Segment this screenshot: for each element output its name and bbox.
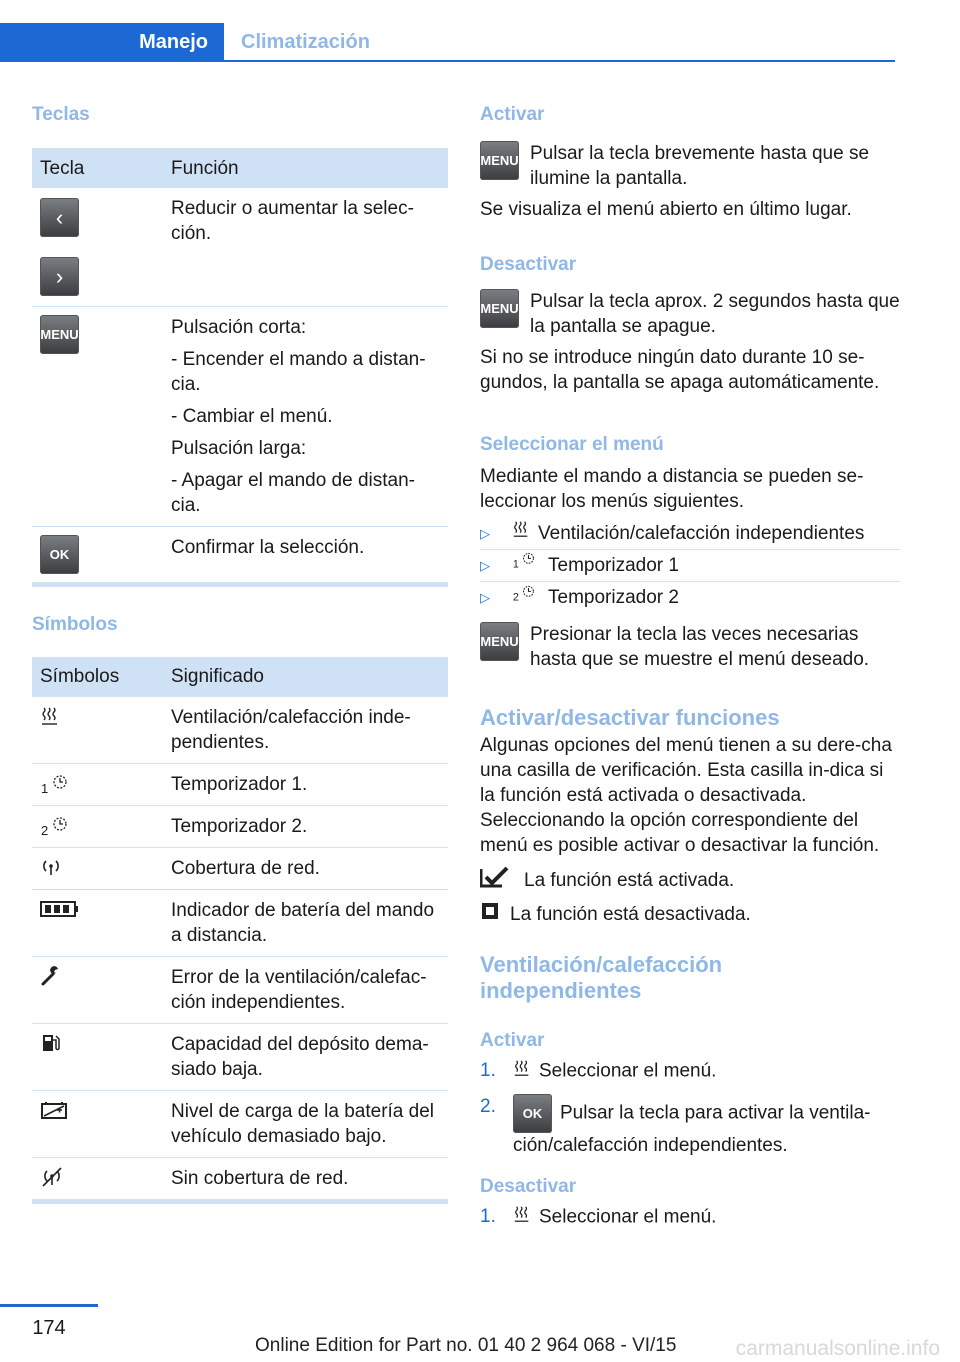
list-item bbox=[480, 1094, 900, 1158]
symbols-col-symbol: Símbolos bbox=[32, 657, 163, 697]
bullet-triangle-icon: ▷ bbox=[480, 526, 490, 541]
timer-2-number: 2 bbox=[41, 823, 49, 839]
symbol-meaning: Indicador de batería del mando a distancia. bbox=[163, 889, 448, 956]
unchecked-row bbox=[480, 901, 900, 928]
checkbox-unchecked-icon bbox=[480, 901, 500, 928]
menu-option-label: Temporizador 1 bbox=[548, 554, 679, 576]
symbol-meaning: Nivel de carga de la batería del vehículo demasiado bajo. bbox=[163, 1090, 448, 1157]
watermark: carmanualsonline.info bbox=[735, 1337, 940, 1360]
list-item bbox=[480, 1204, 900, 1231]
activar-note: Se visualiza el menú abierto en último lugar. bbox=[480, 199, 852, 220]
table-row bbox=[32, 697, 448, 764]
timer-1-icon bbox=[40, 772, 80, 796]
select-menu-heading: Seleccionar el menú bbox=[480, 434, 664, 455]
bullet-triangle-icon: ▷ bbox=[480, 558, 490, 573]
battery-icon bbox=[40, 898, 80, 922]
symbols-heading: Símbolos bbox=[32, 613, 118, 635]
symbol-meaning: Ventilación/calefacción inde-pendientes. bbox=[163, 697, 448, 764]
table-row bbox=[32, 1090, 448, 1157]
heating-ventilation-icon bbox=[512, 518, 530, 550]
step-text: Seleccionar el menú. bbox=[539, 1060, 717, 1082]
ok-key-icon: OK bbox=[40, 535, 79, 574]
keys-col-function: Función bbox=[163, 148, 448, 188]
edition-text: Online Edition for Part no. 01 40 2 964 068 - VI/15 bbox=[255, 1335, 677, 1356]
right-column bbox=[480, 102, 900, 1240]
chevron-right-icon: › bbox=[40, 257, 79, 296]
menu-options-list bbox=[480, 518, 900, 614]
vent-activar-steps bbox=[480, 1058, 900, 1158]
table-row bbox=[32, 306, 448, 526]
step-text: Seleccionar el menú. bbox=[539, 1206, 717, 1228]
activar-heading: Activar bbox=[480, 104, 545, 125]
select-menu-text: Mediante el mando a distancia se pueden se-leccionar los menús siguientes. bbox=[480, 466, 864, 512]
timer-2-icon bbox=[512, 582, 540, 615]
wrench-icon bbox=[40, 965, 80, 989]
timer-1-number: 1 bbox=[41, 781, 49, 797]
functions-heading: Activar/desactivar funciones bbox=[480, 705, 780, 730]
page-number: 174 bbox=[32, 1317, 66, 1339]
symbol-meaning: Capacidad del depósito dema-siado baja. bbox=[163, 1023, 448, 1090]
left-column bbox=[32, 102, 448, 1204]
table-row bbox=[32, 188, 448, 306]
desactivar-note: Si no se introduce ningún dato durante 10 se-gundos, la pantalla se apaga automáticamente. bbox=[480, 347, 880, 393]
symbol-meaning: Sin cobertura de red. bbox=[171, 1167, 349, 1189]
menu-key-icon: MENU bbox=[40, 315, 79, 354]
key-function-text: Confirmar la selección. bbox=[171, 536, 365, 558]
step-text: Pulsar la tecla para activar la ventila-ción/calefacción independientes. bbox=[513, 1102, 871, 1156]
symbol-meaning: Temporizador 1. bbox=[163, 763, 448, 805]
unchecked-text: La función está desactivada. bbox=[510, 904, 751, 925]
timer-1-number: 1 bbox=[512, 558, 519, 571]
menu-key-icon: MENU bbox=[480, 141, 519, 180]
timer-2-number: 2 bbox=[512, 590, 519, 603]
symbols-table bbox=[32, 657, 448, 1204]
ok-key-icon: OK bbox=[513, 1094, 552, 1133]
no-signal-icon bbox=[40, 1166, 80, 1190]
activar-text: Pulsar la tecla brevemente hasta que se ilumine la pantalla. bbox=[530, 143, 870, 189]
vent-desactivar-steps bbox=[480, 1204, 900, 1231]
heating-ventilation-icon bbox=[513, 1058, 531, 1085]
menu-key-icon: MENU bbox=[480, 289, 519, 328]
table-row bbox=[32, 526, 448, 584]
key-function-text: Reducir o aumentar la selec-ción. bbox=[171, 198, 414, 244]
key-function-text: - Apagar el mando de distan-cia. bbox=[171, 469, 415, 516]
timer-2-icon bbox=[40, 814, 80, 838]
table-row bbox=[32, 889, 448, 956]
step-number: 1. bbox=[480, 1060, 496, 1081]
list-item bbox=[480, 518, 900, 550]
bullet-triangle-icon: ▷ bbox=[480, 590, 490, 605]
key-function-text: - Encender el mando a distan-cia. bbox=[171, 348, 426, 395]
table-row bbox=[32, 956, 448, 1023]
vent-heading: Ventilación/calefacción independientes bbox=[480, 952, 723, 1003]
heating-ventilation-icon bbox=[40, 705, 80, 729]
menu-key-icon: MENU bbox=[480, 622, 519, 661]
symbol-meaning: Error de la ventilación/calefac-ción independientes. bbox=[163, 956, 448, 1023]
functions-text: Algunas opciones del menú tienen a su dere-cha una casilla de verificación. Esta casilla in-dica si la función está activada o desactivada. Seleccionando la opción correspondiente del menú es posible activar o desactivar la función. bbox=[480, 735, 892, 856]
step-number: 1. bbox=[480, 1206, 496, 1227]
symbol-meaning: Cobertura de red. bbox=[163, 847, 448, 889]
tab-manejo[interactable]: Manejo bbox=[0, 23, 224, 62]
key-function-text: Pulsación larga: bbox=[171, 437, 307, 459]
vent-activar-heading: Activar bbox=[480, 1030, 545, 1051]
list-item bbox=[480, 1058, 900, 1085]
fuel-pump-icon bbox=[40, 1032, 80, 1056]
step-number: 2. bbox=[480, 1096, 496, 1117]
keys-col-key: Tecla bbox=[32, 148, 163, 188]
heating-ventilation-icon bbox=[513, 1204, 531, 1231]
table-row bbox=[32, 1157, 448, 1201]
table-row bbox=[32, 1023, 448, 1090]
key-function-text: - Cambiar el menú. bbox=[171, 405, 333, 427]
checked-row bbox=[480, 866, 900, 895]
keys-table bbox=[32, 148, 448, 587]
symbol-meaning: Temporizador 2. bbox=[163, 805, 448, 847]
chevron-left-icon: ‹ bbox=[40, 198, 79, 237]
menu-option-label: Temporizador 2 bbox=[548, 587, 679, 608]
top-nav-bar bbox=[0, 23, 895, 62]
desactivar-heading: Desactivar bbox=[480, 254, 577, 275]
timer-1-icon bbox=[512, 549, 540, 582]
tab-climatizacion[interactable]: Climatización bbox=[241, 31, 370, 53]
select-key-text: Presionar la tecla las veces necesarias hasta que se muestre el menú deseado. bbox=[530, 624, 870, 670]
table-row bbox=[32, 763, 448, 805]
network-signal-icon bbox=[40, 856, 80, 880]
checkbox-checked-icon bbox=[480, 866, 514, 895]
key-function-text: Pulsación corta: bbox=[171, 316, 307, 338]
desactivar-text: Pulsar la tecla aprox. 2 segundos hasta que la pantalla se apague. bbox=[530, 291, 900, 337]
menu-option-label: Ventilación/calefacción independientes bbox=[538, 522, 865, 544]
list-item bbox=[480, 550, 900, 582]
symbols-col-meaning: Significado bbox=[163, 657, 448, 697]
checked-text: La función está activada. bbox=[524, 870, 735, 891]
keys-heading: Teclas bbox=[32, 104, 90, 125]
footer-divider bbox=[0, 1304, 98, 1307]
vehicle-battery-icon bbox=[40, 1099, 80, 1123]
table-row bbox=[32, 847, 448, 889]
table-row bbox=[32, 805, 448, 847]
vent-desactivar-heading: Desactivar bbox=[480, 1176, 577, 1197]
list-item bbox=[480, 582, 900, 614]
